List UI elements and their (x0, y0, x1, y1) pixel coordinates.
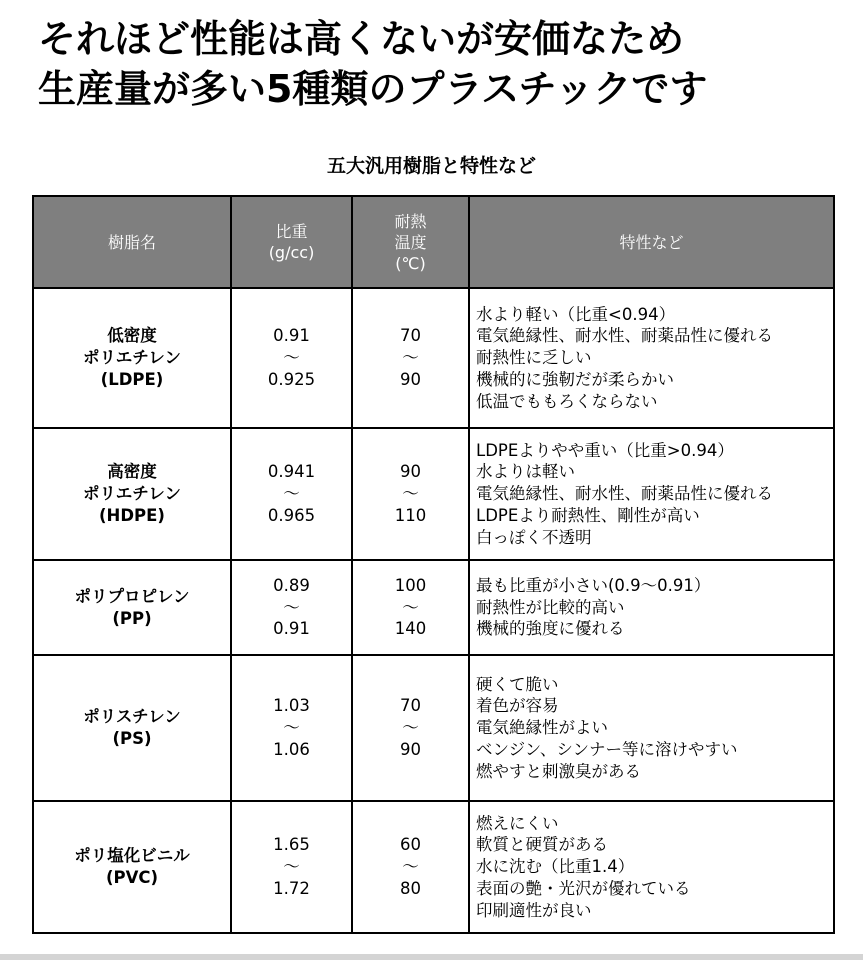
density-value: 1.03 ～ 1.06 (231, 655, 352, 801)
headline-line-1: それほど性能は高くないが安価なため (38, 17, 685, 61)
heat-resistance-value: 90 ～ 110 (352, 428, 469, 560)
properties-list: LDPEよりやや重い（比重>0.94） 水よりは軽い 電気絶縁性、耐水性、耐薬品性に優れる LDPEより耐熱性、剛性が高い 白っぽく不透明 (469, 428, 834, 560)
resin-name: 低密度 ポリエチレン (LDPE) (33, 288, 231, 428)
header-name: 樹脂名 (33, 196, 231, 288)
headline-line-2: 生産量が多い5種類のプラスチックです (38, 67, 708, 111)
heat-resistance-value: 100 ～ 140 (352, 560, 469, 655)
resin-name: 高密度 ポリエチレン (HDPE) (33, 428, 231, 560)
heat-resistance-value: 70 ～ 90 (352, 288, 469, 428)
header-density: 比重 (g/cc) (231, 196, 352, 288)
resin-table (32, 195, 835, 934)
header-properties: 特性など (469, 196, 834, 288)
table-caption: 五大汎用樹脂と特性など (326, 155, 536, 177)
table-row (33, 428, 834, 560)
properties-list: 水より軽い（比重<0.94） 電気絶縁性、耐水性、耐薬品性に優れる 耐熱性に乏しい 機械的に強靭だが柔らかい 低温でももろくならない (469, 288, 834, 428)
table-row (33, 560, 834, 655)
density-value: 0.89 ～ 0.91 (231, 560, 352, 655)
density-value: 1.65 ～ 1.72 (231, 801, 352, 933)
table-row (33, 288, 834, 428)
resin-name: ポリスチレン (PS) (33, 655, 231, 801)
table-row (33, 801, 834, 933)
header-row (33, 196, 834, 288)
properties-list: 硬くて脆い 着色が容易 電気絶縁性がよい ベンジン、シンナー等に溶けやすい 燃やすと刺激臭がある (469, 655, 834, 801)
header-heat-resistance: 耐熱 温度 (℃) (352, 196, 469, 288)
density-value: 0.91 ～ 0.925 (231, 288, 352, 428)
density-value: 0.941 ～ 0.965 (231, 428, 352, 560)
heat-resistance-value: 60 ～ 80 (352, 801, 469, 933)
resin-name: ポリ塩化ビニル (PVC) (33, 801, 231, 933)
table-row (33, 655, 834, 801)
resin-name: ポリプロピレン (PP) (33, 560, 231, 655)
headline (38, 14, 858, 114)
properties-list: 燃えにくい 軟質と硬質がある 水に沈む（比重1.4） 表面の艶・光沢が優れている 印刷適性が良い (469, 801, 834, 933)
bottom-scroll-bar (0, 954, 863, 960)
properties-list: 最も比重が小さい(0.9～0.91） 耐熱性が比較的高い 機械的強度に優れる (469, 560, 834, 655)
heat-resistance-value: 70 ～ 90 (352, 655, 469, 801)
